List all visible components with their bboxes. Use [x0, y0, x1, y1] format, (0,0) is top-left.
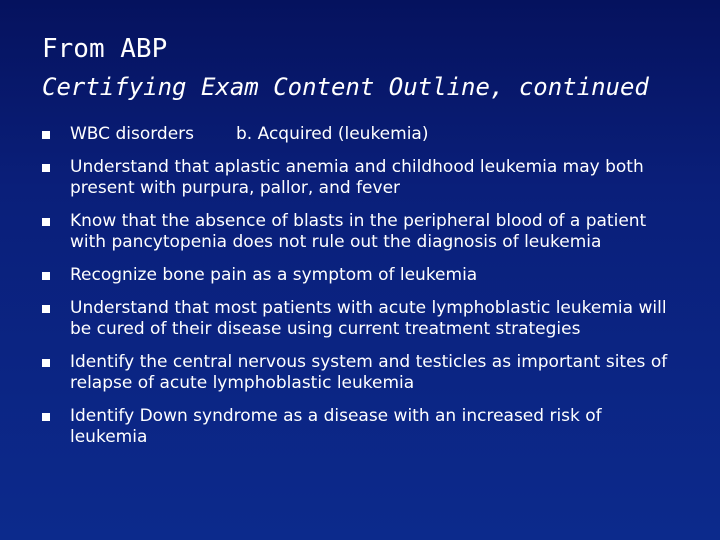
bullet-text: Understand that aplastic anemia and childhood leukemia may both present with purpura, pallor, and fever: [70, 157, 644, 198]
square-bullet-icon: [42, 305, 50, 313]
bullet-item: [42, 406, 672, 448]
bullet-list: [42, 124, 672, 460]
bullet-item: [42, 211, 672, 253]
slide-title: [42, 30, 702, 106]
square-bullet-icon: [42, 131, 50, 139]
bullet-text: Know that the absence of blasts in the peripheral blood of a patient with pancytopenia does not rule out the diagnosis of leukemia: [70, 211, 647, 252]
bullet-item: [42, 265, 672, 286]
square-bullet-icon: [42, 272, 50, 280]
bullet-text: Identify Down syndrome as a disease with an increased risk of leukemia: [70, 406, 602, 447]
bullet-item: [42, 298, 672, 340]
square-bullet-icon: [42, 218, 50, 226]
bullet-subtext: b. Acquired (leukemia): [236, 124, 429, 144]
title-line-2: Certifying Exam Content Outline, continued: [42, 73, 649, 101]
square-bullet-icon: [42, 164, 50, 172]
bullet-text: Recognize bone pain as a symptom of leukemia: [70, 265, 478, 285]
bullet-text: Identify the central nervous system and testicles as important sites of relapse of acute lymphoblastic leukemia: [70, 352, 668, 393]
bullet-text: WBC disorders: [70, 124, 195, 144]
square-bullet-icon: [42, 359, 50, 367]
title-line-1: From ABP: [42, 34, 168, 64]
bullet-text: Understand that most patients with acute lymphoblastic leukemia will be cured of their disease using current treatment strategies: [70, 298, 667, 339]
bullet-item: [42, 352, 672, 394]
bullet-item: [42, 157, 672, 199]
square-bullet-icon: [42, 413, 50, 421]
bullet-item: [42, 124, 672, 145]
